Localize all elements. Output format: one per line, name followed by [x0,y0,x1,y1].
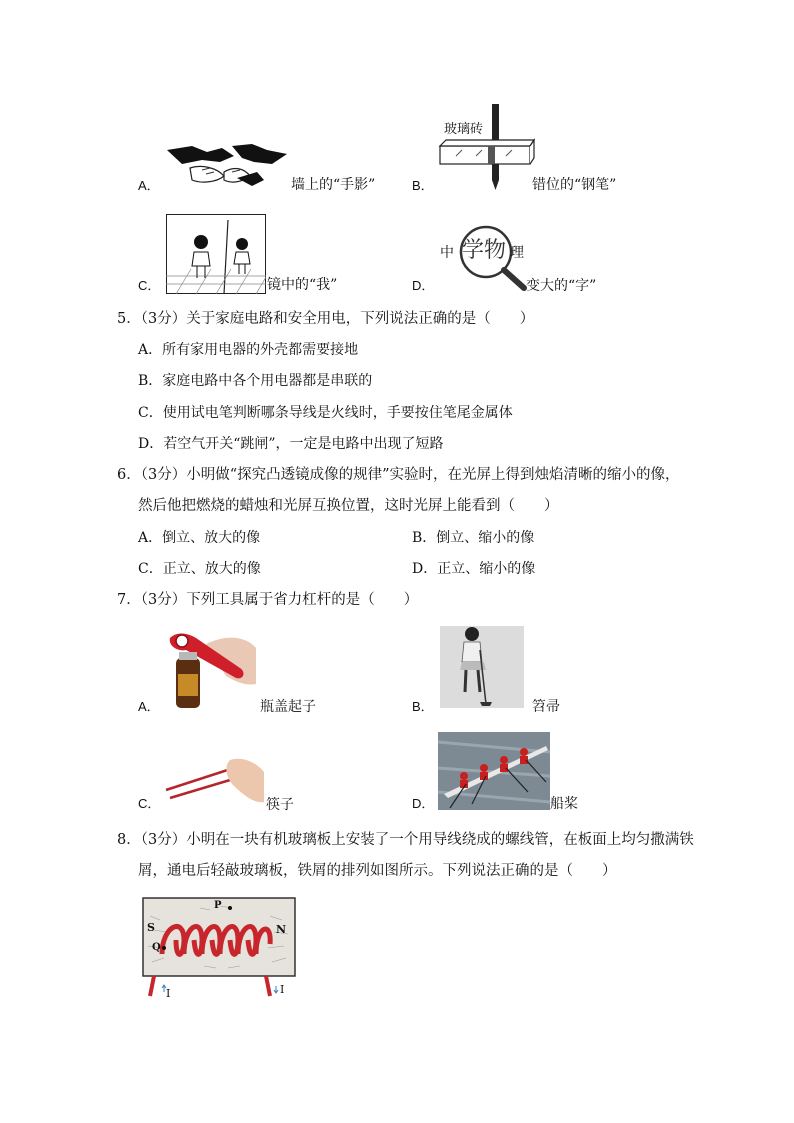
question-5-option-b: B．家庭电路中各个用电器都是串联的 [138,373,373,389]
option-caption-4a: 墙上的“手影” [291,177,376,193]
magnifier-char-3: 物 [484,238,507,263]
option-letter-7b: B． [412,699,434,714]
option-letter-7d: D． [412,796,435,811]
solenoid-label-s: S [147,921,155,934]
question-7-stem: 7．（3分）下列工具属于省力杠杆的是（ ） [117,592,419,608]
rowing-image [438,732,550,810]
option-caption-4c: 镜中的“我” [267,277,338,293]
hand-shadow-image [162,138,292,190]
solenoid-label-p: P [214,900,222,911]
question-8-stem-line2: 屑，通电后轻敲玻璃板，铁屑的排列如图所示。下列说法正确的是（ ） [138,863,617,879]
chopsticks-image [160,742,266,808]
question-8-stem-line1: 8．（3分）小明在一块有机玻璃板上安装了一个用导线绕成的螺线管，在板面上均匀撒满铁 [117,832,694,848]
option-caption-7d: 船桨 [550,796,578,812]
magnifier-char-2: 学 [462,238,485,263]
question-5-stem: 5．（3分）关于家庭电路和安全用电，下列说法正确的是（ ） [117,311,535,327]
magnifier-char-4: 理 [510,245,524,261]
question-6-option-a: A．倒立、放大的像 [138,530,261,546]
broom-image [440,626,524,708]
option-caption-7b: 笤帚 [532,699,560,715]
solenoid-label-i-left: I [166,987,171,1000]
solenoid-label-q: Q [152,942,161,953]
option-letter-7c: C． [138,796,161,811]
question-6-stem-line2: 然后他把燃烧的蜡烛和光屏互换位置，这时光屏上能看到（ ） [138,498,559,514]
option-letter-4c: C． [138,278,161,293]
option-caption-7a: 瓶盖起子 [260,699,316,715]
option-letter-4a: A． [138,178,160,193]
option-caption-4b: 错位的“钢笔” [532,177,617,193]
question-6-stem-line1: 6．（3分）小明做“探究凸透镜成像的规律”实验时，在光屏上得到烛焰清晰的缩小的像， [117,467,680,483]
solenoid-label-i-right: I [280,983,285,996]
option-letter-4d: D． [412,278,435,293]
question-6-option-c: C．正立、放大的像 [138,561,261,577]
question-5-option-c: C．使用试电笔判断哪条导线是火线时，手要按住笔尾金属体 [138,405,513,421]
solenoid-figure [140,896,300,1000]
option-letter-4b: B． [412,178,434,193]
question-6-option-b: B．倒立、缩小的像 [412,530,535,546]
glass-brick-label: 玻璃砖 [444,122,484,137]
question-5-option-a: A．所有家用电器的外壳都需要接地 [138,342,359,358]
option-caption-4d: 变大的“字” [526,278,597,294]
question-5-option-d: D．若空气开关“跳闸”，一定是电路中出现了短路 [138,436,444,452]
glass-brick-pen-image [436,102,536,192]
option-caption-7c: 筷子 [266,797,294,813]
mirror-image [166,214,266,294]
bottle-opener-image [166,624,258,708]
option-letter-7a: A． [138,699,160,714]
question-6-option-d: D．正立、缩小的像 [412,561,536,577]
magnifier-char-1: 中 [440,245,454,261]
solenoid-label-n: N [276,923,287,936]
